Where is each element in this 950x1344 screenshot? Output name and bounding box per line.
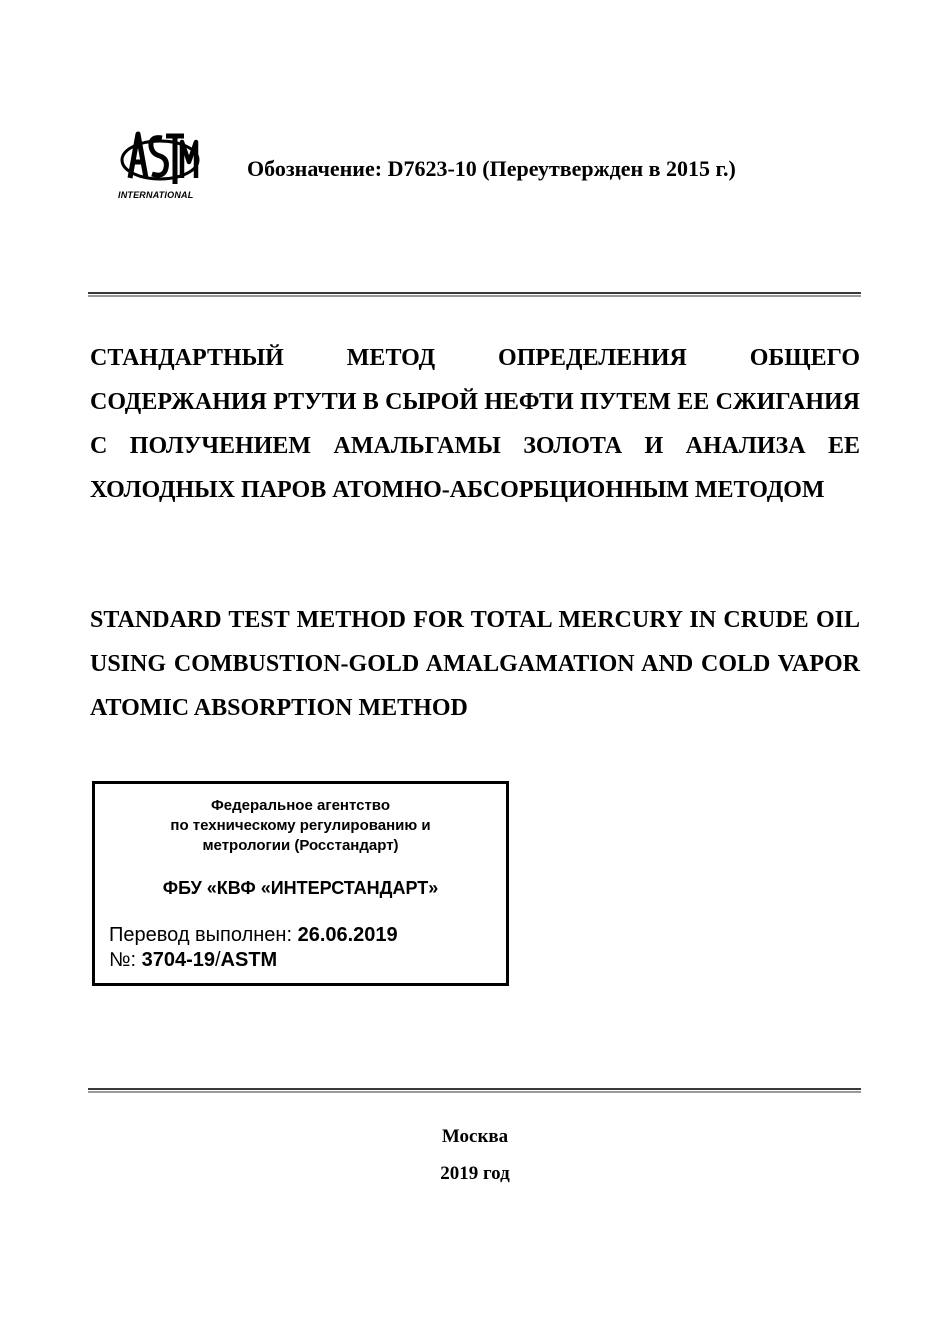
stamp-number-line (109, 949, 277, 972)
astm-logo (116, 128, 204, 204)
stamp-organization: ФБУ «КВФ «ИНТЕРСТАНДАРТ» (162, 878, 439, 898)
logo-caption: INTERNATIONAL (118, 190, 194, 200)
translation-stamp (92, 781, 509, 986)
translation-date: 26.06.2019 (297, 924, 398, 946)
stamp-agency (95, 796, 506, 856)
translation-label: Перевод выполнен: (109, 924, 298, 946)
title-russian: СТАНДАРТНЫЙ МЕТОД ОПРЕДЕЛЕНИЯ ОБЩЕГО СОДЕРЖАНИЯ РТУТИ В СЫРОЙ НЕФТИ ПУТЕМ ЕЕ СЖИГАНИЯ С ПОЛУЧЕНИЕМ АМАЛЬГАМЫ ЗОЛОТА И АНАЛИЗА ЕЕ ХОЛОДНЫХ ПАРОВ АТОМНО-АБСОРБЦИОННЫМ МЕТОДОМ (90, 345, 860, 503)
stamp-agency-line: по техническому регулированию и (170, 817, 431, 834)
document-designation: Обозначение: D7623-10 (Переутвержден в 2015 г.) (247, 156, 736, 181)
publication-city: Москва (441, 1126, 509, 1147)
publication-year: 2019 год (440, 1163, 510, 1184)
number-suffix: ASTM (220, 949, 278, 971)
stamp-agency-line: Федеральное агентство (210, 797, 390, 814)
bottom-divider (88, 1088, 861, 1093)
number-value: 3704-19 (141, 949, 215, 971)
number-separator: / (214, 949, 221, 971)
stamp-agency-line: метрологии (Росстандарт) (202, 837, 399, 854)
title-english: STANDARD TEST METHOD FOR TOTAL MERCURY IN CRUDE OIL USING COMBUSTION-GOLD AMALGAMATION AND COLD VAPOR ATOMIC ABSORPTION METHOD (90, 607, 860, 721)
top-divider (88, 292, 861, 297)
stamp-translation-line (109, 924, 398, 947)
number-label: №: (109, 949, 142, 971)
